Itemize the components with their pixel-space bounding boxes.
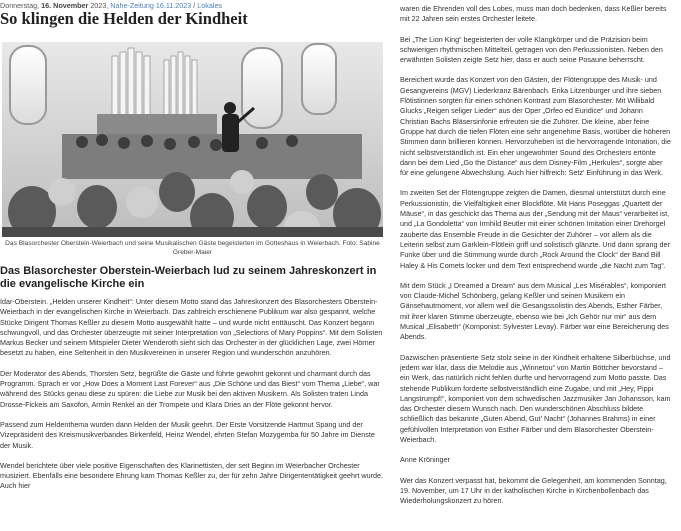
page-title: So klingen die Helden der Kindheit <box>0 9 248 28</box>
paragraph: Passend zum Heldenthema wurden dann Helden der Musik geehrt. Der Erste Vorsitzende Hartmut Spang und der Vizepräsident des Kreismusikverbandes Birkenfeld, Heinz Wendel, ehrten Stefan Mozygemba für 50 Jahre im Dienste der Musik. <box>0 419 375 450</box>
concert-photo <box>2 42 383 237</box>
photo-caption: Das Blasorchester Oberstein-Weierbach und seine Musikalischen Gäste begeisterten im Gotteshaus in Weierbach. Foto: Sabine Greber-Maier <box>5 240 380 257</box>
article-body-left <box>0 297 387 502</box>
paragraph: Der Moderator des Abends, Thorsten Setz, begrüßte die Gäste und führte gewohnt gekonnt und charmant durch das Programm. Sprach er vor „How Does a Moment Last Forever“ aus „Die Schöne und das Biest“ vom Thema „Liebe“, war während des Stücks genau diese zu spüren: die Liebe zur Musik bei den aktiven Musikern. Als Solisten traten Linda Drosse-Fickeis am Saxofon, Armin Renkel an der Trompete und Klara Dries an der Flöte gekonnt hervor. <box>0 368 380 409</box>
article-subheadline: Das Blasorchester Oberstein-Weierbach lud zu seinem Jahreskonzert in die evangelische Kirche ein <box>0 265 377 290</box>
paragraph: waren die Ehrenden voll des Lobes, muss man doch bedenken, dass Keßler bereits mit 22 Jahren sein erstes Orchester leitete. <box>400 4 667 24</box>
meta-separator: / <box>191 1 198 10</box>
paragraph: Bereichert wurde das Konzert von den Gästen, der Flötengruppe des Musik- und Gesangvereins (MGV) Liederkranz Bärenbach. Erika Litzenburger und ihre sieben Flötistinnen sorgten für einen schönen Kontrast zum Blasorchester. Mit Willibald Glucks „Reigen seliger Lieder“ aus der Oper „Orfeo ed Euridice“ und Johann Christian Bachs Bläsersinfonie erfreuten sie die Zuhörer. Die kleine, aber feine Gruppe hat durch die tiefen Flöten eine sehr angenehme Basis, worüber die höheren Stimmen dann brillieren können. Hervorzuheben ist die hervorragende Intonation, die nicht selbstverständlich ist. Ein eher ungewohnter Sound des Orchesters ertönte dann bei dem Lied „Go the Distance“ aus dem Disney-Film „Herkules“, sorgte aber für eine gelungene Abwechslung. Auch hier hilfreich: Setz' Einführung in das Werk. <box>400 75 671 178</box>
paragraph: Wer das Konzert verpasst hat, bekommt die Gelegenheit, am kommenden Sonntag, 19. November, um 17 Uhr in der katholischen Kirche in Kirchenbollenbach das Wiederholungskonzert zu hören. <box>400 475 667 506</box>
paragraph: Wendel berichtete über viele positive Eigenschaften des Klarinettisten, der seit Beginn im Weierbacher Orchester musiziert. Ebenfalls eine besondere Ehrung kam Thomas Keßler zu, der für zehn Jahre Dirigententätigkeit geehrt wurde. Auch hier <box>0 460 384 491</box>
paragraph: Idar-Oberstein. „Helden unserer Kindheit“: Unter diesem Motto stand das Jahreskonzert des Blasorchesters Oberstein-Weierbach in der evangelischen Kirche in Weierbach. Das zahlreich erschienene Publikum war also gespannt, welche Stücke Dirigent Thomas Keßler zu diesem Motto ausgewählt hatte – und wurde nicht enttäuscht. Das Konzert begann schwungvoll, und das Orchester überzeugte mit seiner Interpretation von „Selections of Mary Poppins“. Mit dem Solisten Markus Becker und seinem Mitspieler Dieter Wenderoth sieht sich das Orchester in der glücklichen Lage, zwei Hörner besetzt zu haben, eine Seltenheit in den Musikvereinen in unserer Region und wunderschön anzuhören. <box>0 297 383 358</box>
section-link[interactable]: Lokales <box>197 1 223 10</box>
paragraph: Im zweiten Set der Flötengruppe zeigten die Damen, diesmal unterstützt durch eine Perkussionistin, die Vielfältigkeit einer Blockflöte. Mit Hans Poseggas „Quartett der Mäuse“, in das geschickt das Thema aus der „Sendung mit der Maus“ verarbeitet ist, und „La Gondoletta“ von Irmhild Beutler mit einer schönen Imitation einer Drehorgel zauberte das Ensemble Freude in die Gesichter der Zuhörer – vor allem als die Leiterin selbst zum Garklein-Flötlein griff und solistisch glänzte. Und dann sprang der Funke über und die Stimmung wurde durch „Rock Around the Clock“ der Band Bill Haley & His Comets locker und dem Text entsprechend wurde „die Nacht zum Tag“. <box>400 188 670 270</box>
paragraph: Mit dem Stück „I Dreamed a Dream“ aus dem Musical „Les Misérables“, komponiert von Claude-Michel Schönberg, gelang Keßler und seinen Musikern ein Gänsehautmoment, vor allem weil die Gesangssolistin des Abends, Esther Färber, mit ihrer klaren Stimme überzeugte, ebenso wie bei „Ich Gehör nur mir“ aus dem Musical „Elisabeth“ (Komponist: Sylvester Levay). Färber war eine Bereicherung des Abends. <box>400 280 669 342</box>
meta-weekday: Donnerstag, <box>0 1 42 10</box>
paragraph: Dazwischen präsentierte Setz stolz seine in der Kindheit erhaltene Silberbüchse, und jedem war klar, dass die Melodie aus „Winnetou“ von Martin Böttcher bevorstand – ein Werk, das natürlich nicht fehlen durfte und hervorragend zum Motto passte. Das stehende Publikum forderte selbstverständlich eine Zugabe, und mit „Hey, Pippi Langstrumpf!“, komponiert von dem schwedischen Jazzmusiker Jan Johansson, kam das Orchester diesem Wunsch nach. Den wunderschönen Abschluss bildete schließlich das bekannte „Guten Abend, Gut' Nacht“ (Johannes Brahms) in einer gefühlvollen Interpretation von Esther Färber und dem Blasorchester Oberstein-Weierbach. <box>400 352 671 444</box>
author-name: Anne Kröninger <box>400 455 450 465</box>
paragraph: Bei „The Lion King“ begeisterten der volle Klangkörper und die Präzision beim schwierigen rhythmischen Mittelteil, getragen von den Perkussionisten. Neben den erwähnten Solisten zeigte Setz hier, dass er auch seine Posaune beherrscht. <box>400 34 663 65</box>
source-link[interactable]: Nahe-Zeitung 16.11.2023 <box>110 1 192 10</box>
meta-year: 2023, <box>88 1 111 10</box>
meta-date: 16. November <box>41 1 89 10</box>
article-body-right <box>400 0 672 516</box>
